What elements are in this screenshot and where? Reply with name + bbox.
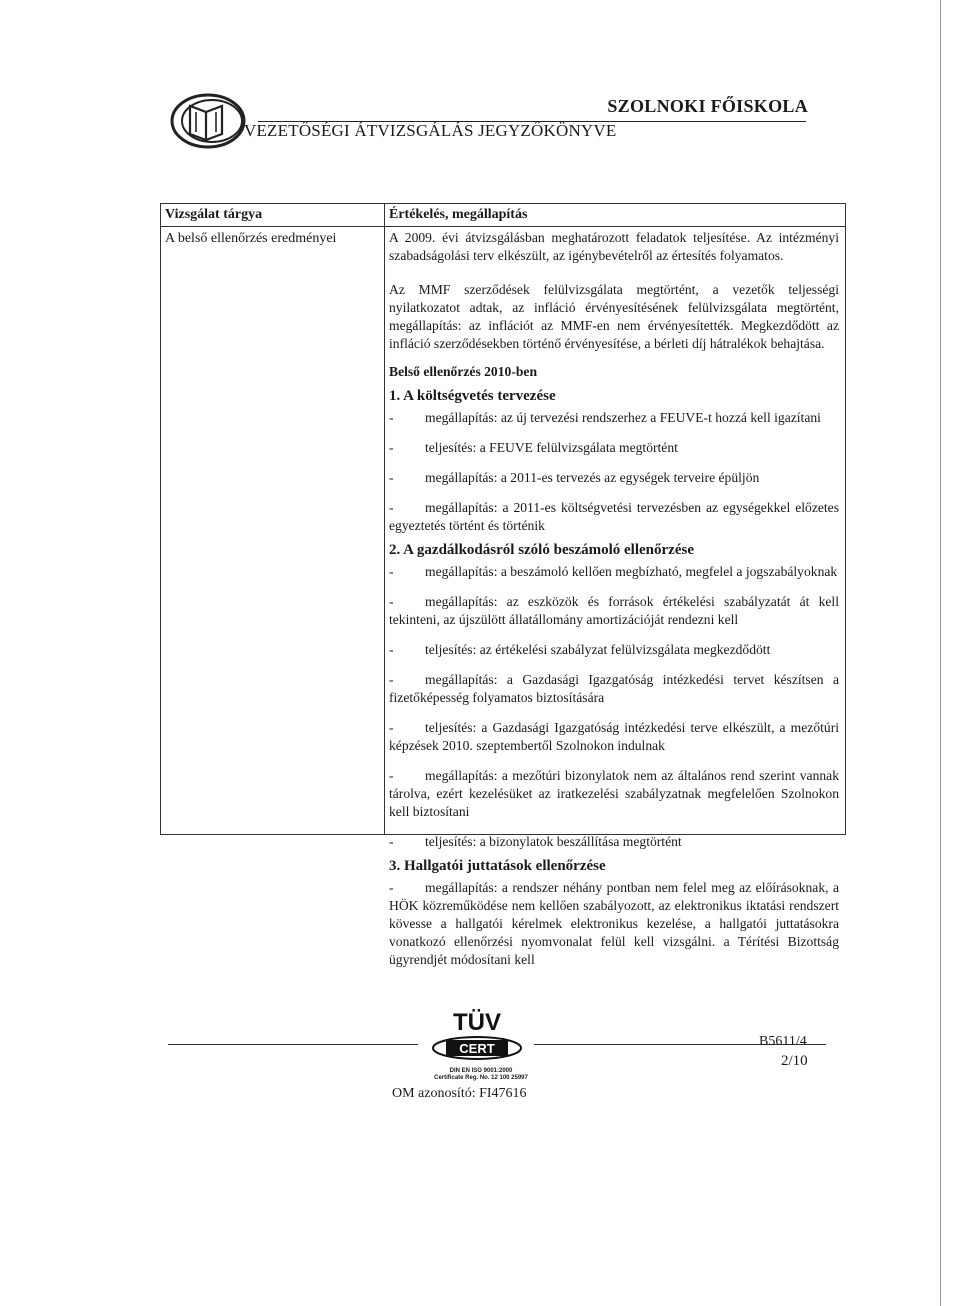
list-item: - teljesítés: a Gazdasági Igazgatóság intézkedési terve elkészült, a mezőtúri képzések 2010. szeptembertől Szolnokon indulnak xyxy=(389,720,839,753)
svg-text:TÜV: TÜV xyxy=(453,1009,501,1036)
table-column-divider xyxy=(384,203,385,835)
subsection-title: 2. A gazdálkodásról szóló beszámoló ellenőrzése xyxy=(389,542,694,558)
list-item: - megállapítás: a mezőtúri bizonylatok nem az általános rend szerint vannak tárolva, ezért kezelésüket az iratkezelési szabályzatnak megfelelően Szolnokon kell biztosítani xyxy=(389,768,839,819)
list-item: - megállapítás: a 2011-es költségvetési tervezésben az egységekkel előzetes egyeztetés történt és történik xyxy=(389,500,839,533)
svg-text:CERT: CERT xyxy=(459,1041,495,1056)
subsection-title: 3. Hallgatói juttatások ellenőrzése xyxy=(389,858,606,874)
subsection-title: 1. A költségvetés tervezése xyxy=(389,388,556,404)
om-identifier: OM azonosító: FI47616 xyxy=(392,1086,527,1101)
column-header-evaluation: Értékelés, megállapítás xyxy=(389,207,528,222)
section-title: Belső ellenőrzés 2010-ben xyxy=(389,364,537,379)
column-header-subject: Vizsgálat tárgya xyxy=(165,207,263,222)
list-item: - teljesítés: a FEUVE felülvizsgálata megtörtént xyxy=(389,440,678,455)
document-title: VEZETŐSÉGI ÁTVIZSGÁLÁS JEGYZŐKÖNYVE xyxy=(244,121,617,140)
paragraph: Az MMF szerződések felülvizsgálata megtörtént, a vezetők teljességi nyilatkozatot adtak, az infláció érvényesítésének felülvizsgálata megtörtént, megállapítás: az inflációt az MMF-en nem érvényesítették. Megkezdődött az infláció szerződésekben történő érvényesítése, a bérleti díj hátralékok behajtása. xyxy=(389,282,839,351)
page-number: 2/10 xyxy=(781,1053,808,1069)
list-item: - megállapítás: a Gazdasági Igazgatóság intézkedési tervet készítsen a fizetőképesség folyamatos biztosítására xyxy=(389,672,839,705)
scan-edge xyxy=(940,0,941,1306)
review-subject: A belső ellenőrzés eredményei xyxy=(165,231,337,246)
certificate-info: DIN EN ISO 9001:2000 Certificate Reg. No. 12 100 25997 xyxy=(434,1068,528,1081)
table-header-divider xyxy=(160,226,846,227)
list-item: - megállapítás: az új tervezési rendszerhez a FEUVE-t hozzá kell igazítani xyxy=(389,410,821,425)
footer-rule xyxy=(168,1044,418,1045)
document-code: B5611/4 xyxy=(759,1034,807,1049)
list-item: - megállapítás: a beszámoló kellően megbízható, megfelel a jogszabályoknak xyxy=(389,564,838,579)
evaluation-cell xyxy=(389,229,839,969)
list-item: - megállapítás: a 2011-es tervezés az egységek terveire épüljön xyxy=(389,470,760,485)
tuv-cert-logo-icon xyxy=(420,1004,534,1066)
list-item: - megállapítás: az eszközök és források értékelési szabályzatát át kell tekinteni, az újszülött állatállomány amortizációját rendezni kell xyxy=(389,594,839,627)
list-item: - teljesítés: az értékelési szabályzat felülvizsgálata megkezdődött xyxy=(389,642,771,657)
organization-name: SZOLNOKI FŐISKOLA xyxy=(607,96,808,116)
paragraph: A 2009. évi átvizsgálásban meghatározott feladatok teljesítése. Az intézményi szabadságolási terv elkészült, az igénybevételről az értesítés folyamatos. xyxy=(389,230,839,263)
list-item: - teljesítés: a bizonylatok beszállítása megtörtént xyxy=(389,834,682,849)
list-item: - megállapítás: a rendszer néhány pontban nem felel meg az előírásoknak, a HÖK közreműködése nem kellően szabályozott, az elektronikus iktatási rendszert kövesse a hallgatói kérelmek elektronikus kezelése, a hallgatói juttatásokra vonatkozó ellenőrzési nyomvonalat felül kell vizsgálni. a Térítési Bizottság ügyrendjét módosítani kell xyxy=(389,880,839,967)
